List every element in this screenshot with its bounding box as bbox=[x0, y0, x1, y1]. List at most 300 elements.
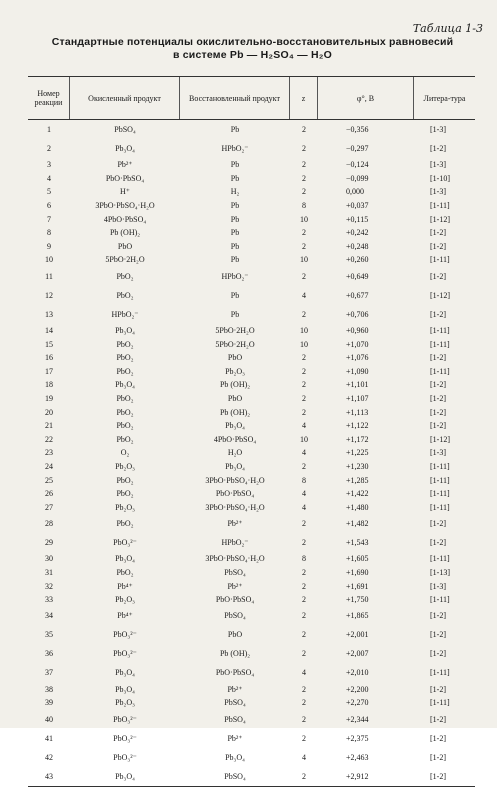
table-row bbox=[28, 158, 475, 172]
header-z: z bbox=[290, 77, 318, 119]
cell-oxidized: Pb₃O₄ bbox=[115, 144, 135, 153]
cell-reference: [1-11] bbox=[430, 339, 450, 349]
cell-potential: +0,115 bbox=[346, 214, 369, 224]
cell-oxidized: Pb₃O₄ bbox=[115, 554, 135, 564]
cell-z: 2 bbox=[302, 698, 306, 708]
cell-reference: [1-2] bbox=[430, 752, 446, 762]
cell-reduced: Pb bbox=[230, 255, 240, 265]
cell-oxidized: PbO₂ bbox=[116, 489, 134, 499]
cell-oxidized: 4PbO·PbSO₄ bbox=[103, 214, 147, 224]
cell-potential: +1,101 bbox=[346, 380, 369, 390]
cell-oxidized: PbO₂ bbox=[116, 394, 134, 404]
cell-reduced: Pb (OH)₂ bbox=[219, 649, 251, 659]
table-row bbox=[28, 212, 475, 226]
cell-reference: [1-2] bbox=[430, 684, 446, 694]
table-row bbox=[28, 405, 475, 419]
table-row bbox=[28, 533, 475, 552]
table-row bbox=[28, 253, 475, 267]
cell-reference: [1-11] bbox=[430, 502, 450, 512]
cell-z: 2 bbox=[302, 733, 306, 743]
cell-potential: +1,225 bbox=[346, 448, 369, 458]
table-row bbox=[28, 579, 475, 593]
cell-oxidized: 5PbO·2H₂O bbox=[105, 255, 145, 265]
table-row bbox=[28, 226, 475, 240]
cell-oxidized: PbO₂ bbox=[116, 407, 134, 417]
cell-reference: [1-2] bbox=[430, 421, 446, 431]
cell-oxidized: PbO₂ bbox=[116, 271, 134, 281]
cell-oxidized: PbO·PbSO₄ bbox=[105, 173, 145, 183]
cell-potential: −0,099 bbox=[346, 173, 369, 183]
cell-reference: [1-13] bbox=[430, 567, 450, 577]
cell-reference: [1-2] bbox=[430, 538, 446, 548]
cell-potential: +2,007 bbox=[346, 649, 369, 659]
cell-reduced: PbSO₄ bbox=[224, 698, 246, 708]
cell-z: 2 bbox=[302, 714, 306, 724]
cell-potential: +1,076 bbox=[346, 353, 369, 363]
cell-reduced: Pb₃O₄ bbox=[225, 421, 245, 431]
table-row bbox=[28, 606, 475, 625]
cell-oxidized: Pb (OH)₂ bbox=[109, 228, 141, 238]
cell-oxidized: H⁺ bbox=[120, 187, 130, 197]
cell-z: 2 bbox=[302, 173, 306, 183]
cell-reduced: PbSO₄ bbox=[224, 771, 246, 781]
cell-oxidized: PbO bbox=[117, 241, 133, 251]
cell-number: 7 bbox=[47, 214, 51, 224]
table-row bbox=[28, 351, 475, 365]
cell-z: 2 bbox=[302, 144, 306, 153]
cell-potential: +2,270 bbox=[346, 698, 369, 708]
cell-reference: [1-11] bbox=[430, 326, 450, 336]
table-body bbox=[28, 120, 475, 786]
cell-number: 29 bbox=[45, 538, 53, 548]
cell-number: 36 bbox=[45, 649, 53, 659]
cell-oxidized: PbO₃²⁻ bbox=[113, 752, 137, 762]
cell-reference: [1-3] bbox=[430, 448, 446, 458]
cell-number: 31 bbox=[45, 567, 53, 577]
cell-potential: +1,422 bbox=[346, 489, 369, 499]
cell-reduced: 5PbO·2H₂O bbox=[215, 339, 255, 349]
cell-oxidized: Pb⁴⁺ bbox=[117, 581, 133, 591]
cell-oxidized: HPbO₂⁻ bbox=[111, 309, 139, 319]
cell-z: 2 bbox=[302, 519, 306, 529]
cell-number: 17 bbox=[45, 366, 53, 376]
table-row bbox=[28, 378, 475, 392]
cell-reduced: Pb bbox=[230, 228, 240, 238]
cell-z: 2 bbox=[302, 630, 306, 640]
cell-reduced: H₂O bbox=[227, 448, 243, 458]
cell-oxidized: Pb₂O₃ bbox=[115, 502, 135, 512]
cell-oxidized: PbO₂ bbox=[116, 353, 134, 363]
table-row bbox=[28, 625, 475, 644]
cell-number: 26 bbox=[45, 489, 53, 499]
cell-potential: +0,706 bbox=[346, 309, 369, 319]
table-row bbox=[28, 446, 475, 460]
cell-oxidized: PbO₂ bbox=[116, 290, 134, 300]
cell-number: 5 bbox=[47, 187, 51, 197]
cell-potential: +0,248 bbox=[346, 241, 369, 251]
cell-reduced: Pb bbox=[230, 241, 240, 251]
cell-oxidized: O₂ bbox=[120, 448, 130, 458]
cell-potential: +1,122 bbox=[346, 421, 369, 431]
cell-z: 4 bbox=[302, 290, 306, 300]
cell-oxidized: 3PbO·PbSO₄·H₂O bbox=[95, 201, 155, 211]
cell-reference: [1-2] bbox=[430, 228, 446, 238]
cell-reduced: PbSO₄ bbox=[224, 714, 246, 724]
cell-reference: [1-2] bbox=[430, 611, 446, 621]
cell-number: 23 bbox=[45, 448, 53, 458]
cell-reduced: PbO·PbSO₄ bbox=[215, 489, 255, 499]
cell-oxidized: PbO₂ bbox=[116, 421, 134, 431]
cell-reduced: Pb (OH)₂ bbox=[219, 407, 251, 417]
table-header bbox=[28, 77, 475, 120]
cell-reduced: 3PbO·PbSO₄·H₂O bbox=[205, 554, 265, 564]
cell-number: 19 bbox=[45, 394, 53, 404]
table-row bbox=[28, 120, 475, 139]
cell-z: 8 bbox=[302, 201, 306, 211]
cell-reference: [1-11] bbox=[430, 554, 450, 564]
cell-number: 32 bbox=[45, 581, 53, 591]
cell-number: 41 bbox=[45, 733, 53, 743]
cell-reduced: PbSO₄ bbox=[224, 611, 246, 621]
cell-potential: +2,463 bbox=[346, 752, 369, 762]
cell-reduced: PbO bbox=[227, 394, 243, 404]
cell-reference: [1-2] bbox=[430, 353, 446, 363]
cell-oxidized: Pb₃O₄ bbox=[115, 684, 135, 694]
table-row bbox=[28, 419, 475, 433]
cell-reduced: H₂ bbox=[230, 187, 240, 197]
cell-number: 8 bbox=[47, 228, 51, 238]
cell-z: 2 bbox=[302, 684, 306, 694]
cell-z: 10 bbox=[300, 434, 308, 444]
title-line: Стандартные потенциалы окислительно-восстановительных равновесий bbox=[51, 36, 454, 48]
cell-z: 2 bbox=[302, 125, 306, 134]
cell-number: 13 bbox=[45, 309, 53, 319]
table-row bbox=[28, 185, 475, 199]
header-number: Номер реакции bbox=[28, 77, 70, 119]
cell-oxidized: PbO₂ bbox=[116, 434, 134, 444]
cell-number: 40 bbox=[45, 714, 53, 724]
cell-potential: +0,242 bbox=[346, 228, 369, 238]
cell-reference: [1-2] bbox=[430, 407, 446, 417]
cell-reduced: HPbO₂⁻ bbox=[221, 144, 249, 153]
cell-reduced: HPbO₂⁻ bbox=[221, 271, 249, 281]
cell-reference: [1-2] bbox=[430, 309, 446, 319]
cell-oxidized: PbO₂ bbox=[116, 339, 134, 349]
cell-z: 4 bbox=[302, 421, 306, 431]
cell-number: 43 bbox=[45, 771, 53, 781]
header-potential: φ°, В bbox=[318, 77, 414, 119]
cell-potential: +2,001 bbox=[346, 630, 369, 640]
cell-reference: [1-2] bbox=[430, 630, 446, 640]
cell-potential: +2,200 bbox=[346, 684, 369, 694]
cell-potential: +0,649 bbox=[346, 271, 369, 281]
cell-z: 2 bbox=[302, 309, 306, 319]
cell-potential: +1,070 bbox=[346, 339, 369, 349]
cell-z: 4 bbox=[302, 502, 306, 512]
cell-reference: [1-11] bbox=[430, 201, 450, 211]
header-reference: Литера-тура bbox=[423, 93, 466, 103]
table-row bbox=[28, 337, 475, 351]
cell-oxidized: Pb⁴⁺ bbox=[117, 611, 133, 621]
cell-oxidized: Pb₃O₄ bbox=[115, 326, 135, 336]
cell-number: 28 bbox=[45, 519, 53, 529]
cell-number: 39 bbox=[45, 698, 53, 708]
cell-number: 9 bbox=[47, 241, 51, 251]
table-row bbox=[28, 710, 475, 729]
cell-z: 2 bbox=[302, 241, 306, 251]
cell-reduced: Pb₃O₄ bbox=[225, 461, 245, 471]
cell-reduced: PbO·PbSO₄ bbox=[215, 668, 255, 678]
cell-reduced: PbSO₄ bbox=[224, 567, 246, 577]
cell-z: 10 bbox=[300, 255, 308, 265]
cell-z: 10 bbox=[300, 326, 308, 336]
cell-oxidized: PbO₂ bbox=[116, 519, 134, 529]
cell-z: 2 bbox=[302, 187, 306, 197]
table-row bbox=[28, 566, 475, 580]
table-row bbox=[28, 514, 475, 533]
cell-reduced: Pb bbox=[230, 201, 240, 211]
cell-potential: +1,865 bbox=[346, 611, 369, 621]
cell-z: 2 bbox=[302, 567, 306, 577]
cell-z: 4 bbox=[302, 668, 306, 678]
cell-oxidized: Pb²⁺ bbox=[117, 160, 133, 170]
cell-oxidized: PbO₃²⁻ bbox=[113, 733, 137, 743]
table-row bbox=[28, 199, 475, 213]
cell-number: 16 bbox=[45, 353, 53, 363]
table-row bbox=[28, 682, 475, 696]
cell-reference: [1-2] bbox=[430, 649, 446, 659]
cell-reduced: Pb bbox=[230, 173, 240, 183]
table-row bbox=[28, 324, 475, 338]
cell-reference: [1-2] bbox=[430, 271, 446, 281]
cell-z: 8 bbox=[302, 475, 306, 485]
cell-z: 8 bbox=[302, 554, 306, 564]
cell-oxidized: Pb₃O₄ bbox=[115, 771, 135, 781]
cell-z: 10 bbox=[300, 339, 308, 349]
cell-number: 4 bbox=[47, 173, 51, 183]
cell-z: 2 bbox=[302, 394, 306, 404]
cell-z: 2 bbox=[302, 461, 306, 471]
cell-potential: +2,344 bbox=[346, 714, 369, 724]
cell-potential: +2,912 bbox=[346, 771, 369, 781]
cell-reference: [1-2] bbox=[430, 380, 446, 390]
cell-reference: [1-3] bbox=[430, 187, 446, 197]
cell-reduced: Pb bbox=[230, 214, 240, 224]
cell-z: 2 bbox=[302, 160, 306, 170]
cell-reference: [1-11] bbox=[430, 366, 450, 376]
cell-oxidized: PbO₂ bbox=[116, 475, 134, 485]
cell-number: 34 bbox=[45, 611, 53, 621]
cell-reference: [1-11] bbox=[430, 489, 450, 499]
cell-z: 2 bbox=[302, 407, 306, 417]
cell-z: 4 bbox=[302, 448, 306, 458]
table-row bbox=[28, 305, 475, 324]
cell-reference: [1-11] bbox=[430, 255, 450, 265]
cell-number: 22 bbox=[45, 434, 53, 444]
cell-potential: −0,124 bbox=[346, 160, 369, 170]
table-row bbox=[28, 487, 475, 501]
cell-oxidized: Pb₂O₃ bbox=[115, 698, 135, 708]
table-row bbox=[28, 767, 475, 786]
cell-reduced: Pb (OH)₂ bbox=[219, 380, 251, 390]
cell-z: 4 bbox=[302, 489, 306, 499]
cell-reduced: 3PbO·PbSO₄·H₂O bbox=[205, 475, 265, 485]
table-row bbox=[28, 663, 475, 682]
cell-z: 2 bbox=[302, 228, 306, 238]
cell-potential: +1,605 bbox=[346, 554, 369, 564]
cell-reduced: Pb²⁺ bbox=[227, 733, 243, 743]
cell-reduced: Pb²⁺ bbox=[227, 581, 243, 591]
cell-oxidized: PbO₃²⁻ bbox=[113, 630, 137, 640]
table-row bbox=[28, 552, 475, 566]
cell-reference: [1-2] bbox=[430, 771, 446, 781]
cell-number: 12 bbox=[45, 290, 53, 300]
cell-number: 30 bbox=[45, 554, 53, 564]
cell-reference: [1-2] bbox=[430, 733, 446, 743]
cell-oxidized: PbO₃²⁻ bbox=[113, 714, 137, 724]
cell-reference: [1-11] bbox=[430, 698, 450, 708]
cell-reduced: 5PbO·2H₂O bbox=[215, 326, 255, 336]
cell-z: 2 bbox=[302, 353, 306, 363]
cell-reduced: Pb²⁺ bbox=[227, 519, 243, 529]
cell-reduced: PbO bbox=[227, 353, 243, 363]
cell-potential: +2,010 bbox=[346, 668, 369, 678]
cell-reference: [1-3] bbox=[430, 581, 446, 591]
table-row bbox=[28, 433, 475, 447]
cell-number: 27 bbox=[45, 502, 53, 512]
cell-potential: +1,543 bbox=[346, 538, 369, 548]
cell-number: 10 bbox=[45, 255, 53, 265]
cell-reduced: HPbO₂⁻ bbox=[221, 538, 249, 548]
cell-z: 2 bbox=[302, 538, 306, 548]
cell-number: 42 bbox=[45, 752, 53, 762]
cell-oxidized: PbO₂ bbox=[116, 567, 134, 577]
table-label: Таблица 1-3 bbox=[412, 22, 483, 35]
table-row bbox=[28, 139, 475, 158]
cell-potential: +1,113 bbox=[346, 407, 369, 417]
cell-potential: +2,375 bbox=[346, 733, 369, 743]
cell-number: 1 bbox=[47, 125, 51, 134]
cell-reduced: PbO bbox=[227, 630, 243, 640]
cell-reference: [1-11] bbox=[430, 475, 450, 485]
cell-potential: −0,297 bbox=[346, 144, 369, 153]
cell-number: 33 bbox=[45, 595, 53, 605]
table-row bbox=[28, 460, 475, 474]
cell-oxidized: Pb₃O₄ bbox=[115, 380, 135, 390]
cell-number: 37 bbox=[45, 668, 53, 678]
table-row bbox=[28, 365, 475, 379]
cell-number: 38 bbox=[45, 684, 53, 694]
cell-z: 2 bbox=[302, 271, 306, 281]
cell-reduced: Pb bbox=[230, 309, 240, 319]
cell-potential: +1,107 bbox=[346, 394, 369, 404]
cell-reduced: 3PbO·PbSO₄·H₂O bbox=[205, 502, 265, 512]
cell-reference: [1-11] bbox=[430, 668, 450, 678]
cell-reduced: Pb₃O₄ bbox=[225, 752, 245, 762]
cell-reduced: Pb₂O₃ bbox=[225, 366, 245, 376]
cell-reduced: PbO·PbSO₄ bbox=[215, 595, 255, 605]
cell-z: 10 bbox=[300, 214, 308, 224]
cell-reduced: Pb bbox=[230, 160, 240, 170]
cell-oxidized: Pb₂O₃ bbox=[115, 461, 135, 471]
cell-oxidized: PbSO₄ bbox=[114, 125, 136, 134]
cell-reference: [1-2] bbox=[430, 519, 446, 529]
cell-oxidized: Pb₃O₄ bbox=[115, 668, 135, 678]
header-oxidized: Окисленный продукт bbox=[70, 77, 180, 119]
cell-z: 2 bbox=[302, 595, 306, 605]
cell-potential: +0,037 bbox=[346, 201, 369, 211]
cell-potential: 0,000 bbox=[346, 187, 364, 197]
cell-number: 14 bbox=[45, 326, 53, 336]
table-row bbox=[28, 172, 475, 186]
cell-reference: [1-12] bbox=[430, 434, 450, 444]
cell-number: 21 bbox=[45, 421, 53, 431]
table-row bbox=[28, 500, 475, 514]
cell-potential: +1,691 bbox=[346, 581, 369, 591]
table-row bbox=[28, 696, 475, 710]
cell-reference: [1-2] bbox=[430, 714, 446, 724]
subtitle-line: в системе Pb — H₂SO₄ — H₂O bbox=[173, 49, 332, 61]
cell-reference: [1-3] bbox=[430, 125, 446, 134]
cell-potential: +1,480 bbox=[346, 502, 369, 512]
cell-oxidized: Pb₂O₃ bbox=[115, 595, 135, 605]
table-row bbox=[28, 593, 475, 607]
cell-z: 4 bbox=[302, 752, 306, 762]
cell-reference: [1-2] bbox=[430, 144, 446, 153]
cell-reference: [1-11] bbox=[430, 461, 450, 471]
cell-reduced: 4PbO·PbSO₄ bbox=[213, 434, 257, 444]
table-row bbox=[28, 286, 475, 305]
cell-z: 2 bbox=[302, 771, 306, 781]
cell-number: 15 bbox=[45, 339, 53, 349]
cell-oxidized: PbO₂ bbox=[116, 366, 134, 376]
cell-reference: [1-12] bbox=[430, 290, 450, 300]
table-row bbox=[28, 644, 475, 663]
cell-potential: +1,172 bbox=[346, 434, 369, 444]
cell-number: 2 bbox=[47, 144, 51, 153]
cell-number: 11 bbox=[45, 271, 53, 281]
table-row bbox=[28, 473, 475, 487]
cell-potential: +1,230 bbox=[346, 461, 369, 471]
cell-potential: −0,356 bbox=[346, 125, 369, 134]
table-row bbox=[28, 729, 475, 748]
cell-potential: +1,285 bbox=[346, 475, 369, 485]
cell-reference: [1-2] bbox=[430, 394, 446, 404]
cell-potential: +0,677 bbox=[346, 290, 369, 300]
table-row bbox=[28, 240, 475, 254]
cell-potential: +0,260 bbox=[346, 255, 369, 265]
cell-reduced: Pb bbox=[230, 125, 240, 134]
cell-z: 2 bbox=[302, 649, 306, 659]
cell-number: 18 bbox=[45, 380, 53, 390]
cell-potential: +1,482 bbox=[346, 519, 369, 529]
cell-reference: [1-2] bbox=[430, 241, 446, 251]
cell-reference: [1-3] bbox=[430, 160, 446, 170]
table-row bbox=[28, 748, 475, 767]
header-reduced: Восстановленный продукт bbox=[180, 77, 290, 119]
cell-reduced: Pb²⁺ bbox=[227, 684, 243, 694]
cell-z: 2 bbox=[302, 380, 306, 390]
cell-reference: [1-11] bbox=[430, 595, 450, 605]
cell-number: 20 bbox=[45, 407, 53, 417]
cell-reference: [1-12] bbox=[430, 214, 450, 224]
potentials-table bbox=[28, 76, 475, 787]
cell-z: 2 bbox=[302, 581, 306, 591]
cell-z: 2 bbox=[302, 366, 306, 376]
cell-number: 25 bbox=[45, 475, 53, 485]
cell-potential: +1,750 bbox=[346, 595, 369, 605]
table-row bbox=[28, 267, 475, 286]
